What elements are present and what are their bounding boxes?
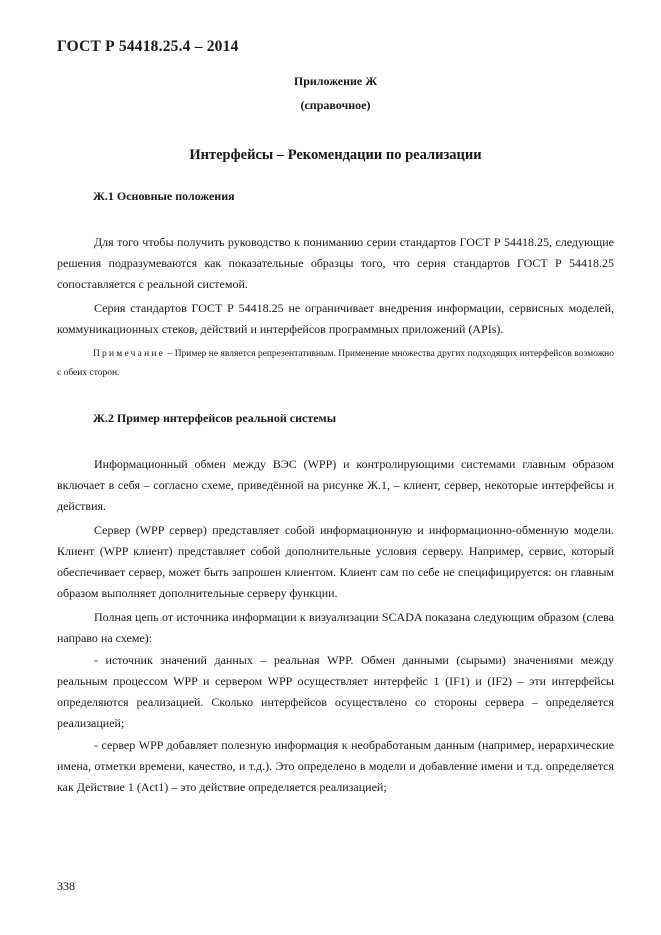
main-title: Интерфейсы – Рекомендации по реализации — [189, 147, 482, 163]
standard-number-header: ГОСТ Р 54418.25.4 – 2014 — [57, 38, 239, 55]
annex-type: (справочное) — [300, 98, 371, 112]
list-item: - источник значений данных – реальная WPP. Обмен данными (сырыми) значениями между реальным процессом WPP и сервером WPP осуществляет интерфейс 1 (IF1) и (IF2) – эти интерфейсы определяются реализацией. Сколько интерфейсов осуществлено со стороны сервера – определяется реализацией; — [57, 653, 614, 730]
note-text: – Пример не является репрезентативным. Применение множества других подходящих интерфейсов возможно с обеих сторон. — [57, 349, 614, 378]
list-item: - сервер WPP добавляет полезную информация к необработаным данным (например, иерархические имена, отметки времени, качество, и т.д.). Это определено в модели и добавление имени и т.д. определяется как Действие 1 (Act1) – это действие определяется реализацией; — [57, 738, 614, 794]
paragraph: Полная цепь от источника информации к визуализации SCADA показана следующим образом (слева направо на схеме): — [57, 610, 614, 645]
section-heading-2: Ж.2 Пример интерфейсов реальной системы — [93, 411, 337, 425]
section-heading-1: Ж.1 Основные положения — [93, 189, 235, 203]
paragraph: Информационный обмен между ВЭС (WPP) и контролирующими системами главным образом включает в себя – согласно схеме, приведённой на рисунке Ж.1, – клиент, сервер, некоторые интерфейсы и действия. — [57, 457, 614, 513]
paragraph: Серия стандартов ГОСТ Р 54418.25 не ограничивает внедрения информации, сервисных моделей, коммуникационных стеков, действий и интерфейсов программных приложений (APIs). — [57, 301, 614, 336]
section-1-body — [57, 232, 614, 340]
paragraph: Сервер (WPP сервер) представляет собой информационную и информационно-обменную модели. Клиент (WPP клиент) представляет собой дополнительные условия серверу. Например, сервис, который обеспечивает сервер, может быть запрошен клиентом. Клиент сам по себе не специфицируется: он главным образом выполняет дополнительные серверу функции. — [57, 523, 614, 600]
page-number: 338 — [57, 879, 75, 893]
section-2-body — [57, 454, 614, 798]
note — [57, 345, 614, 383]
note-label: Примечание — [93, 349, 166, 359]
paragraph: Для того чтобы получить руководство к пониманию серии стандартов ГОСТ Р 54418.25, следующие решения подразумеваются как показательные образцы того, что серия стандартов ГОСТ Р 54418.25 сопоставляется с реальной системой. — [57, 235, 614, 291]
annex-title: Приложение Ж — [293, 74, 378, 88]
